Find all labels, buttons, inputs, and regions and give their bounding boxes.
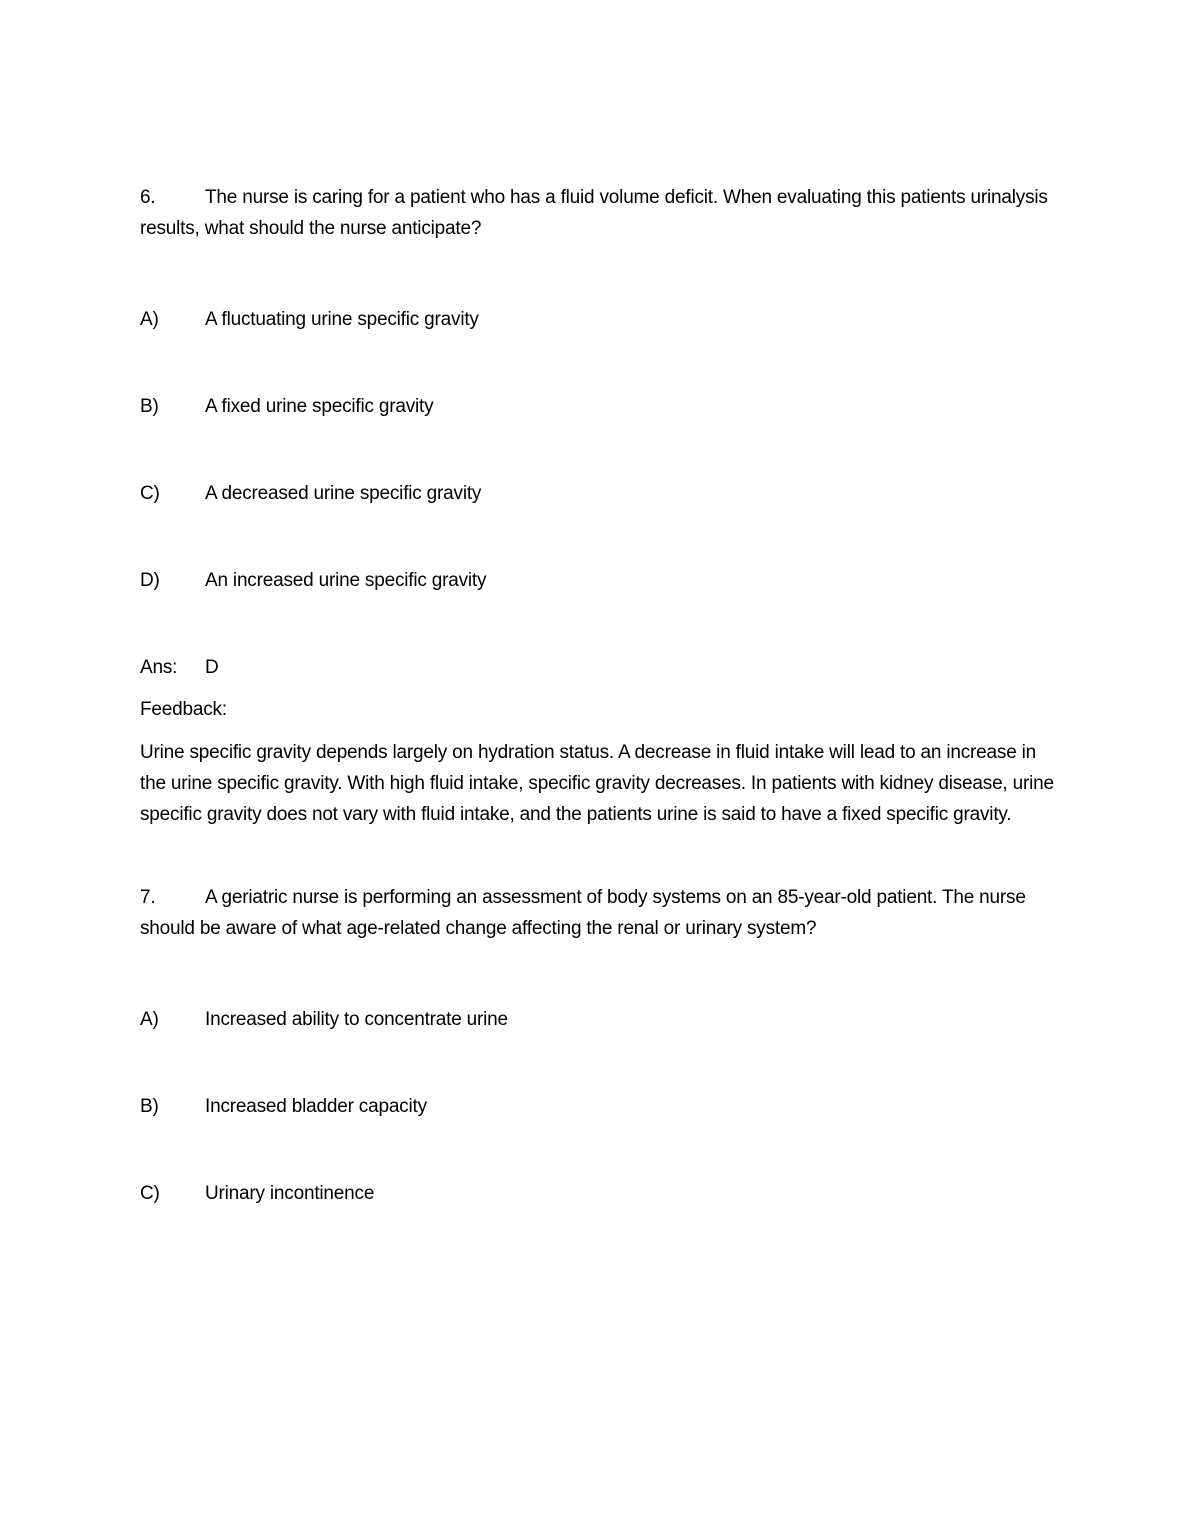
option-row — [140, 304, 1060, 335]
question-text: A geriatric nurse is performing an assessment of body systems on an 85-year-old patient. The nurse should be aware of what age-related change affecting the renal or urinary system? — [140, 887, 1026, 939]
option-row — [140, 478, 1060, 509]
option-text: A fixed urine specific gravity — [205, 396, 434, 417]
option-letter: B) — [140, 1096, 159, 1117]
option-letter: B) — [140, 396, 159, 417]
option-letter: D) — [140, 570, 160, 591]
option-row — [140, 565, 1060, 596]
question-number: 6. — [140, 187, 156, 208]
option-text: Urinary incontinence — [205, 1183, 375, 1204]
answer-label: Ans: — [140, 657, 178, 678]
option-row — [140, 391, 1060, 422]
option-letter: C) — [140, 1183, 160, 1204]
question-number: 7. — [140, 887, 156, 908]
question-block — [140, 882, 1060, 944]
option-row — [140, 1004, 1060, 1035]
feedback-label: Feedback: — [140, 699, 227, 720]
option-row — [140, 1091, 1060, 1122]
option-text: Increased bladder capacity — [205, 1096, 427, 1117]
option-text: A decreased urine specific gravity — [205, 483, 482, 504]
answer-row — [140, 652, 1060, 683]
option-row — [140, 1178, 1060, 1209]
option-text: An increased urine specific gravity — [205, 570, 487, 591]
feedback-text: Urine specific gravity depends largely on hydration status. A decrease in fluid intake will lead to an increase in the urine specific gravity. With high fluid intake, specific gravity decreases. In patients with kidney disease, urine specific gravity does not vary with fluid intake, and the patients urine is said to have a fixed specific gravity. — [140, 742, 1054, 825]
option-letter: C) — [140, 483, 160, 504]
answer-value: D — [205, 657, 219, 678]
option-letter: A) — [140, 309, 159, 330]
question-block — [140, 182, 1060, 244]
question-text: The nurse is caring for a patient who has a fluid volume deficit. When evaluating this patients urinalysis results, what should the nurse anticipate? — [140, 187, 1048, 239]
option-text: A fluctuating urine specific gravity — [205, 309, 479, 330]
option-text: Increased ability to concentrate urine — [205, 1009, 508, 1030]
document-page — [140, 182, 1060, 1209]
option-letter: A) — [140, 1009, 159, 1030]
